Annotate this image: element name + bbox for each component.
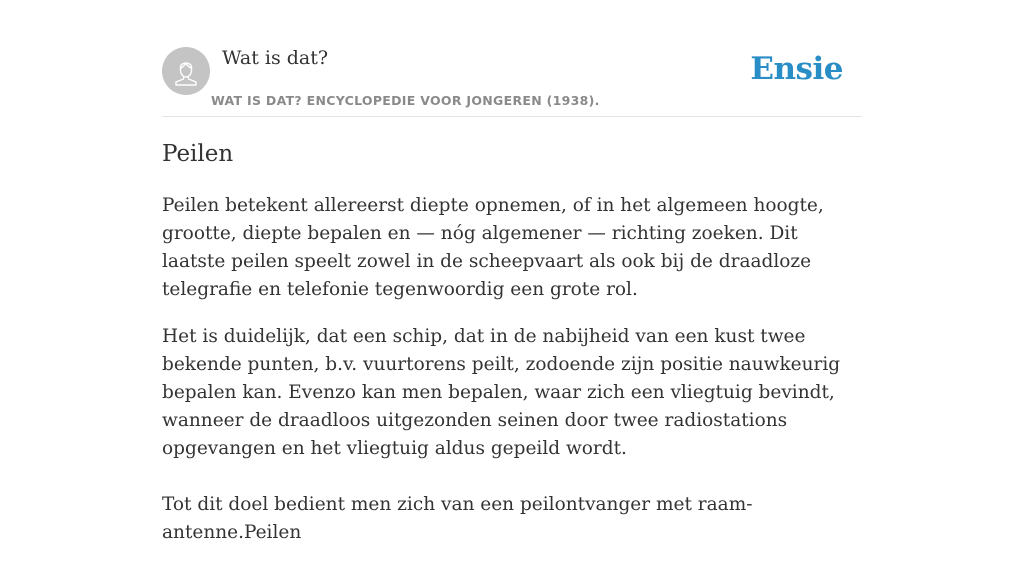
page-container	[162, 0, 862, 543]
article-paragraph-2: Het is duidelijk, dat een schip, dat in de nabijheid van een kust twee bekende punten, b.v. vuurtorens peilt, zodoende zijn positie nauwkeurig bepalen kan. Evenzo kan men bepalen, waar zich een vliegtuig bevindt, wanneer de draadloos uitgezonden seinen door twee radiostations opgevangen en het vliegtuig aldus gepeild wordt.	[162, 326, 841, 459]
article-paragraph-3: Tot dit doel bedient men zich van een peilontvanger met raam-antenne.Peilen	[162, 494, 753, 543]
user-icon	[162, 47, 210, 95]
source-header	[162, 0, 862, 117]
article-paragraph-1: Peilen betekent allereerst diepte opnemen, of in het algemeen hoogte, grootte, diepte bepalen en — nóg algemener — richting zoeken. Dit laatste peilen speelt zowel in de scheepvaart als ook bij de draadloze telegrafie en telefonie tegenwoordig een grote rol.	[162, 195, 824, 300]
ensie-logo-link[interactable]: Ensie	[750, 51, 843, 87]
source-title[interactable]: Wat is dat?	[222, 47, 329, 69]
article-body	[162, 192, 862, 566]
article-title: Peilen	[162, 141, 234, 167]
source-subtitle: WAT IS DAT? ENCYCLOPEDIE VOOR JONGEREN (1938).	[211, 93, 600, 108]
avatar[interactable]	[162, 47, 210, 95]
